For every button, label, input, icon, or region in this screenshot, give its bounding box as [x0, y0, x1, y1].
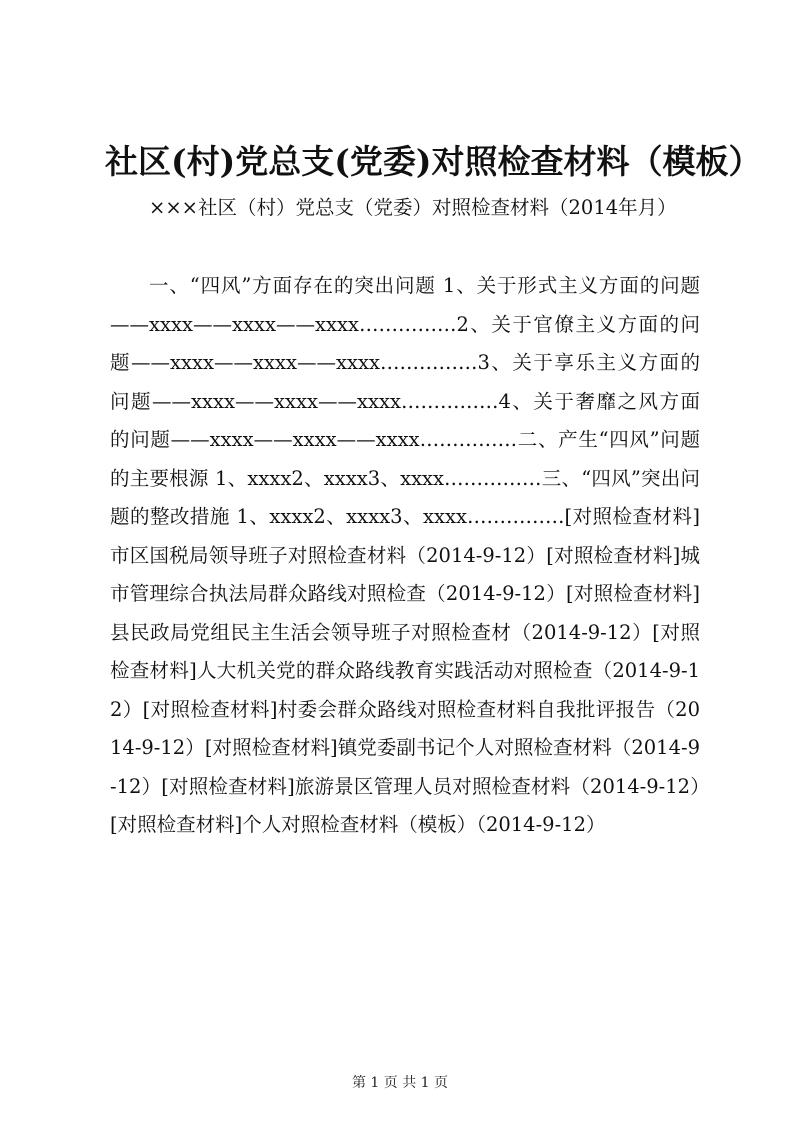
page-number-footer: 第 1 页 共 1 页: [351, 1075, 449, 1091]
document-body: 一、“四风”方面存在的突出问题 1、关于形式主义方面的问题——xxxx——xxxx——xxxx……………2、关于官僚主义方面的问题——xxxx——xxxx——xxxx……………3、关于享乐主义方面的问题——xxxx——xxxx——xxxx……………4、关于奢靡之风方面的问题——xxxx——xxxx——xxxx……………二、产生“四风”问题的主要根源 1、xxxx2、xxxx3、xxxx……………三、“四风”突出问题的整改措施 1、xxxx2、xxxx3、xxxx……………[对照检查材料]市区国税局领导班子对照检查材料（2014-9-12）[对照检查材料]城市管理综合执法局群众路线对照检查（2014-9-12）[对照检查材料]县民政局党组民主生活会领导班子对照检查材（2014-9-12）[对照检查材料]人大机关党的群众路线教育实践活动对照检查（2014-9-12）[对照检查材料]村委会群众路线对照检查材料自我批评报告（2014-9-12）[对照检查材料]镇党委副书记个人对照检查材料（2014-9-12）[对照检查材料]旅游景区管理人员对照检查材料（2014-9-12）[对照检查材料]个人对照检查材料（模板）（2014-9-12）: [110, 274, 700, 836]
document-subtitle: ×××社区（村）党总支（党委）对照检查材料（2014年月）: [149, 196, 677, 219]
document-title: 社区(村)党总支(党委)对照检查材料（模板）: [105, 142, 762, 181]
